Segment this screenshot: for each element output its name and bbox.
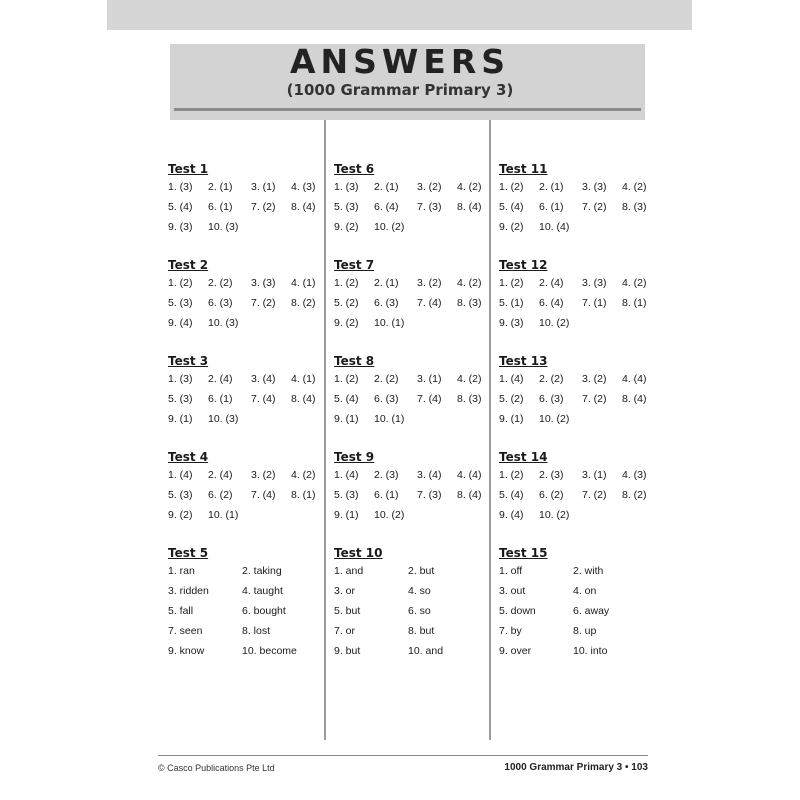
- answer-item: 10. (2): [539, 509, 570, 521]
- answer-column-3: [499, 162, 647, 657]
- answer-item: 10. (2): [539, 317, 570, 329]
- answer-row: [168, 469, 316, 489]
- test-block: [499, 162, 647, 258]
- answer-item: 10. into: [573, 645, 608, 657]
- answer-row: [499, 585, 597, 605]
- answer-item: 1. and: [334, 565, 364, 577]
- test-block: [168, 546, 297, 657]
- answer-item: 10. become: [242, 645, 297, 657]
- test-block: [168, 258, 316, 354]
- answer-item: 7. (2): [582, 201, 607, 213]
- test-title: Test 8: [334, 354, 375, 368]
- answer-row: [168, 297, 316, 317]
- answer-item: 7. (3): [417, 201, 442, 213]
- answer-item: 1. (2): [499, 181, 524, 193]
- banner-underline: [174, 108, 641, 111]
- test-block: [499, 354, 647, 450]
- answer-item: 8. (4): [291, 393, 316, 405]
- answer-grid: [499, 181, 647, 241]
- answer-item: 2. (1): [539, 181, 564, 193]
- answer-item: 7. seen: [168, 625, 203, 637]
- column-divider: [324, 120, 326, 740]
- answer-row: [168, 317, 239, 337]
- test-block: [334, 162, 482, 258]
- answer-item: 4. on: [573, 585, 597, 597]
- answer-item: 4. (1): [291, 373, 316, 385]
- answer-item: 1. (4): [168, 469, 193, 481]
- answer-row: [499, 277, 647, 297]
- answer-row: [168, 509, 239, 529]
- answer-row: [334, 317, 405, 337]
- test-title: Test 2: [168, 258, 209, 272]
- answer-grid: [168, 565, 297, 665]
- answer-grid: [499, 565, 610, 665]
- answer-item: 5. (2): [499, 393, 524, 405]
- answer-row: [168, 221, 239, 241]
- answer-item: 2. (4): [539, 277, 564, 289]
- answer-item: 7. (1): [582, 297, 607, 309]
- answer-row: [499, 393, 647, 413]
- answer-item: 2. (1): [374, 277, 399, 289]
- answer-row: [334, 201, 482, 221]
- answer-row: [499, 181, 647, 201]
- answer-item: 7. or: [334, 625, 356, 637]
- answer-item: 5. down: [499, 605, 536, 617]
- answer-item: 10. (4): [539, 221, 570, 233]
- answer-item: 10. (2): [539, 413, 570, 425]
- answer-item: 10. (3): [208, 413, 239, 425]
- answer-item: 8. (4): [457, 489, 482, 501]
- test-block: [168, 354, 316, 450]
- answer-column-2: [334, 162, 482, 657]
- answer-item: 5. (1): [499, 297, 524, 309]
- test-title: Test 6: [334, 162, 375, 176]
- answer-item: 9. (2): [168, 509, 193, 521]
- answer-item: 5. (4): [168, 201, 193, 213]
- answer-item: 10. (1): [208, 509, 239, 521]
- answer-item: 6. (1): [374, 489, 399, 501]
- answer-row: [499, 625, 597, 645]
- answer-item: 1. (4): [334, 469, 359, 481]
- answer-item: 3. (4): [251, 373, 276, 385]
- answer-grid: [334, 565, 444, 665]
- answer-row: [168, 181, 316, 201]
- answer-item: 3. (1): [417, 373, 442, 385]
- answer-item: 10. (3): [208, 317, 239, 329]
- answer-row: [499, 221, 570, 241]
- answer-item: 6. (4): [374, 201, 399, 213]
- answer-item: 8. (4): [457, 201, 482, 213]
- test-title: Test 4: [168, 450, 209, 464]
- answer-item: 8. (3): [622, 201, 647, 213]
- top-gray-strip: [107, 0, 692, 30]
- test-block: [499, 546, 610, 657]
- answer-item: 2. (2): [374, 373, 399, 385]
- answer-item: 6. (3): [374, 297, 399, 309]
- answer-item: 9. over: [499, 645, 532, 657]
- answer-item: 3. (2): [417, 277, 442, 289]
- answer-item: 8. up: [573, 625, 597, 637]
- answer-item: 2. (4): [208, 373, 233, 385]
- answer-item: 1. (3): [334, 181, 359, 193]
- answer-row: [168, 565, 282, 585]
- answer-item: 6. (1): [208, 393, 233, 405]
- answer-item: 2. with: [573, 565, 604, 577]
- answer-item: 10. (1): [374, 317, 405, 329]
- answer-item: 9. (1): [334, 413, 359, 425]
- test-title: Test 10: [334, 546, 383, 560]
- answer-item: 10. (2): [374, 509, 405, 521]
- answer-item: 4. taught: [242, 585, 283, 597]
- test-block: [168, 162, 316, 258]
- test-title: Test 1: [168, 162, 209, 176]
- answer-item: 3. (4): [417, 469, 442, 481]
- answer-row: [334, 469, 482, 489]
- answer-row: [334, 297, 482, 317]
- test-title: Test 3: [168, 354, 209, 368]
- answer-item: 9. (1): [499, 413, 524, 425]
- answer-item: 4. (2): [457, 277, 482, 289]
- answer-item: 3. (2): [417, 181, 442, 193]
- answer-row: [334, 585, 431, 605]
- answer-item: 8. (1): [291, 489, 316, 501]
- test-title: Test 7: [334, 258, 375, 272]
- answer-row: [334, 373, 482, 393]
- answer-row: [168, 605, 286, 625]
- answer-item: 9. (2): [499, 221, 524, 233]
- answer-row: [499, 605, 610, 625]
- answer-item: 10. (2): [374, 221, 405, 233]
- answer-grid: [499, 373, 647, 433]
- answer-item: 8. (2): [291, 297, 316, 309]
- answer-item: 5. (2): [334, 297, 359, 309]
- answer-item: 8. (3): [457, 297, 482, 309]
- answer-item: 9. (4): [168, 317, 193, 329]
- answer-row: [168, 373, 316, 393]
- footer-copyright: © Casco Publications Pte Ltd: [158, 763, 275, 773]
- answer-row: [334, 221, 405, 241]
- answer-item: 9. (1): [334, 509, 359, 521]
- answer-item: 1. (4): [499, 373, 524, 385]
- answer-item: 1. (3): [168, 373, 193, 385]
- answer-item: 1. (2): [334, 373, 359, 385]
- answer-item: 7. (2): [251, 297, 276, 309]
- answer-item: 8. (1): [622, 297, 647, 309]
- answer-item: 7. (3): [417, 489, 442, 501]
- answer-row: [168, 585, 283, 605]
- answer-item: 6. bought: [242, 605, 286, 617]
- answer-row: [334, 413, 405, 433]
- answer-item: 9. but: [334, 645, 361, 657]
- answer-item: 1. (2): [168, 277, 193, 289]
- answer-item: 4. (4): [622, 373, 647, 385]
- answer-item: 6. (3): [539, 393, 564, 405]
- test-block: [168, 450, 316, 546]
- column-divider: [489, 120, 491, 740]
- answer-item: 9. (1): [168, 413, 193, 425]
- answer-row: [168, 393, 316, 413]
- answer-item: 5. but: [334, 605, 361, 617]
- answer-row: [334, 181, 482, 201]
- answer-item: 2. taking: [242, 565, 282, 577]
- answer-grid: [499, 277, 647, 337]
- test-title: Test 11: [499, 162, 548, 176]
- answer-item: 1. (3): [168, 181, 193, 193]
- answer-item: 1. ran: [168, 565, 195, 577]
- answer-item: 3. (3): [251, 277, 276, 289]
- answer-grid: [334, 277, 482, 337]
- answer-row: [168, 645, 297, 665]
- answer-grid: [168, 373, 316, 433]
- answer-row: [334, 565, 435, 585]
- answer-item: 2. (2): [539, 373, 564, 385]
- answer-item: 5. (3): [334, 489, 359, 501]
- answer-item: 10. (1): [374, 413, 405, 425]
- answer-row: [334, 625, 435, 645]
- test-block: [499, 450, 647, 546]
- answer-item: 6. (1): [539, 201, 564, 213]
- footer-divider: [158, 755, 648, 756]
- answer-item: 3. (2): [582, 373, 607, 385]
- answer-item: 6. (3): [208, 297, 233, 309]
- answer-item: 6. so: [408, 605, 431, 617]
- answer-item: 5. (4): [334, 393, 359, 405]
- answer-row: [499, 645, 608, 665]
- answer-item: 5. (3): [168, 297, 193, 309]
- answer-item: 5. (3): [168, 489, 193, 501]
- answer-item: 4. (4): [457, 469, 482, 481]
- answer-row: [334, 489, 482, 509]
- answer-item: 1. (2): [499, 277, 524, 289]
- answer-grid: [334, 373, 482, 433]
- answer-item: 10. and: [408, 645, 444, 657]
- answer-item: 1. off: [499, 565, 523, 577]
- answer-item: 5. (4): [499, 489, 524, 501]
- answer-item: 6. (2): [539, 489, 564, 501]
- answer-row: [499, 565, 604, 585]
- answer-item: 5. (4): [499, 201, 524, 213]
- answer-item: 7. (4): [251, 489, 276, 501]
- answer-item: 1. (2): [499, 469, 524, 481]
- answer-row: [499, 469, 647, 489]
- answer-item: 8. (3): [457, 393, 482, 405]
- test-block: [334, 450, 482, 546]
- answer-item: 4. (3): [291, 181, 316, 193]
- test-title: Test 5: [168, 546, 209, 560]
- answer-item: 3. (1): [582, 469, 607, 481]
- answer-item: 4. (2): [291, 469, 316, 481]
- answer-item: 4. so: [408, 585, 431, 597]
- answer-item: 1. (2): [334, 277, 359, 289]
- answer-row: [168, 201, 316, 221]
- answer-item: 3. ridden: [168, 585, 209, 597]
- test-block: [334, 546, 444, 657]
- answer-column-1: [168, 162, 316, 657]
- answer-item: 6. away: [573, 605, 610, 617]
- answer-grid: [168, 277, 316, 337]
- answer-item: 8. (2): [622, 489, 647, 501]
- answer-row: [499, 201, 647, 221]
- answer-item: 7. by: [499, 625, 522, 637]
- answer-item: 7. (4): [251, 393, 276, 405]
- answer-item: 4. (2): [622, 181, 647, 193]
- answer-item: 3. (3): [582, 277, 607, 289]
- answer-row: [334, 605, 431, 625]
- answer-row: [168, 625, 271, 645]
- answer-row: [168, 277, 316, 297]
- answer-item: 8. but: [408, 625, 435, 637]
- answer-row: [499, 317, 570, 337]
- answer-item: 5. fall: [168, 605, 194, 617]
- test-block: [499, 258, 647, 354]
- answer-row: [499, 509, 570, 529]
- answer-grid: [168, 181, 316, 241]
- test-title: Test 14: [499, 450, 548, 464]
- answer-item: 9. (2): [334, 317, 359, 329]
- answer-row: [499, 489, 647, 509]
- answer-item: 7. (2): [251, 201, 276, 213]
- answer-row: [168, 489, 316, 509]
- answer-grid: [334, 181, 482, 241]
- answer-item: 9. (4): [499, 509, 524, 521]
- answer-row: [334, 277, 482, 297]
- answer-item: 4. (2): [457, 181, 482, 193]
- answer-item: 3. out: [499, 585, 526, 597]
- answer-item: 8. (4): [622, 393, 647, 405]
- answer-item: 2. (3): [539, 469, 564, 481]
- answer-grid: [499, 469, 647, 529]
- answer-item: 6. (2): [208, 489, 233, 501]
- answer-item: 9. know: [168, 645, 205, 657]
- answer-item: 6. (3): [374, 393, 399, 405]
- answer-item: 3. (1): [251, 181, 276, 193]
- answer-item: 2. (1): [208, 181, 233, 193]
- answer-item: 7. (4): [417, 393, 442, 405]
- answer-item: 9. (3): [168, 221, 193, 233]
- answer-item: 8. lost: [242, 625, 271, 637]
- answer-row: [499, 373, 647, 393]
- answer-item: 5. (3): [334, 201, 359, 213]
- page-subtitle: (1000 Grammar Primary 3): [286, 81, 514, 99]
- answer-item: 2. (1): [374, 181, 399, 193]
- answer-item: 7. (2): [582, 489, 607, 501]
- answer-item: 2. (2): [208, 277, 233, 289]
- answer-item: 9. (3): [499, 317, 524, 329]
- answer-item: 5. (3): [168, 393, 193, 405]
- answer-row: [499, 413, 570, 433]
- answer-item: 3. (2): [251, 469, 276, 481]
- answer-row: [334, 645, 444, 665]
- answer-grid: [334, 469, 482, 529]
- answer-item: 6. (4): [539, 297, 564, 309]
- answer-grid: [168, 469, 316, 529]
- test-block: [334, 354, 482, 450]
- answer-item: 4. (2): [622, 277, 647, 289]
- footer-page-label: 1000 Grammar Primary 3 • 103: [504, 762, 648, 773]
- answer-item: 2. (3): [374, 469, 399, 481]
- test-title: Test 13: [499, 354, 548, 368]
- answer-item: 8. (4): [291, 201, 316, 213]
- answer-item: 4. (1): [291, 277, 316, 289]
- answer-item: 2. (4): [208, 469, 233, 481]
- answer-item: 3. or: [334, 585, 356, 597]
- answer-item: 3. (3): [582, 181, 607, 193]
- answer-item: 7. (2): [582, 393, 607, 405]
- answer-item: 2. but: [408, 565, 435, 577]
- test-title: Test 12: [499, 258, 548, 272]
- test-title: Test 9: [334, 450, 375, 464]
- test-title: Test 15: [499, 546, 548, 560]
- test-block: [334, 258, 482, 354]
- page-title: ANSWERS: [289, 42, 511, 81]
- answer-item: 7. (4): [417, 297, 442, 309]
- answer-row: [334, 393, 482, 413]
- answer-row: [499, 297, 647, 317]
- answer-item: 4. (3): [622, 469, 647, 481]
- answer-item: 4. (2): [457, 373, 482, 385]
- answer-item: 6. (1): [208, 201, 233, 213]
- answer-item: 9. (2): [334, 221, 359, 233]
- answer-row: [334, 509, 405, 529]
- answer-item: 10. (3): [208, 221, 239, 233]
- answer-row: [168, 413, 239, 433]
